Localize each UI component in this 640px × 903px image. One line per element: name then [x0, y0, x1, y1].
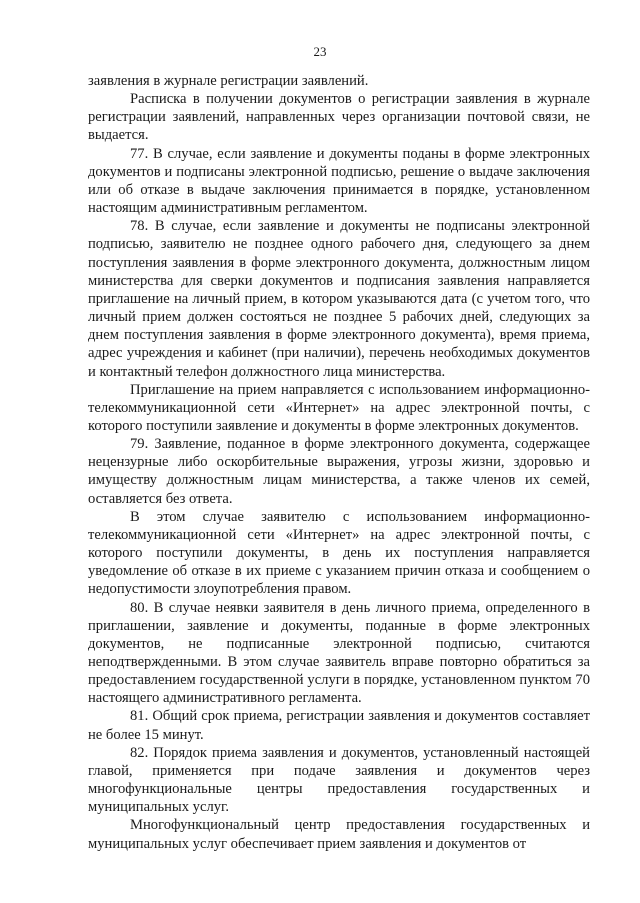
paragraph: 78. В случае, если заявление и документы не подписаны электронной подписью, заявителю не позднее одного рабочего дня, следующего за днем поступления заявления в форме электронного документа, должностным лицом министерства для сверки документов и подписания заявления направляется приглашение на личный прием, в котором указываются дата (с учетом того, что личный прием должен состояться не позднее 5 рабочих дней, следующих за днем поступления заявления в форме электронного документа), время приема, адрес учреждения и кабинет (при наличии), перечень необходимых документов и контактный телефон должностного лица министерства.: [88, 218, 590, 380]
paragraph: 82. Порядок приема заявления и документов, установленный настоящей главой, применяется при подаче заявления и документов через многофункциональные центры предоставления государственных и муниципальных услуг.: [88, 744, 590, 816]
paragraph: Расписка в получении документов о регистрации заявления в журнале регистрации заявлений, направленных через организации почтовой связи, не выдается.: [88, 91, 590, 144]
paragraph: 80. В случае неявки заявителя в день личного приема, определенного в приглашении, заявление и документы, поданные в форме электронных документов, не подписанные электронной подписью, считаются неподтвержденными. В этом случае заявитель вправе повторно обратиться за предоставлением государственной услуги в порядке, установленном пунктом 70 настоящего административного регламента.: [88, 599, 590, 707]
paragraph: Приглашение на прием направляется с использованием информационно-телекоммуникационной сети «Интернет» на адрес электронной почты, с которого поступили заявление и документы в форме электронных документов.: [88, 381, 590, 434]
page-number: 23: [313, 44, 327, 59]
paragraph: Многофункциональный центр предоставления государственных и муниципальных услуг обеспечивает прием заявления и документов от: [88, 817, 590, 852]
document-body: [88, 72, 590, 853]
paragraph: 77. В случае, если заявление и документы поданы в форме электронных документов и подписаны электронной подписью, решение о выдаче заключения или об отказе в выдаче заключения принимается в порядке, установленном настоящим административным регламентом.: [88, 145, 590, 217]
paragraph: заявления в журнале регистрации заявлений.: [88, 73, 369, 89]
paragraph: В этом случае заявителю с использованием информационно-телекоммуникационной сети «Интернет» на адрес электронной почты, с которого поступили документы, в день их поступления направляется уведомление об отказе в их приеме с указанием причин отказа и сообщением о недопустимости злоупотребления правом.: [88, 508, 590, 598]
paragraph: 81. Общий срок приема, регистрации заявления и документов составляет не более 15 минут.: [88, 708, 590, 743]
paragraph: 79. Заявление, поданное в форме электронного документа, содержащее нецензурные либо оскорбительные выражения, угрозы жизни, здоровью и имуществу должностным лицам министерства, а также членов их семей, оставляется без ответа.: [88, 436, 590, 507]
